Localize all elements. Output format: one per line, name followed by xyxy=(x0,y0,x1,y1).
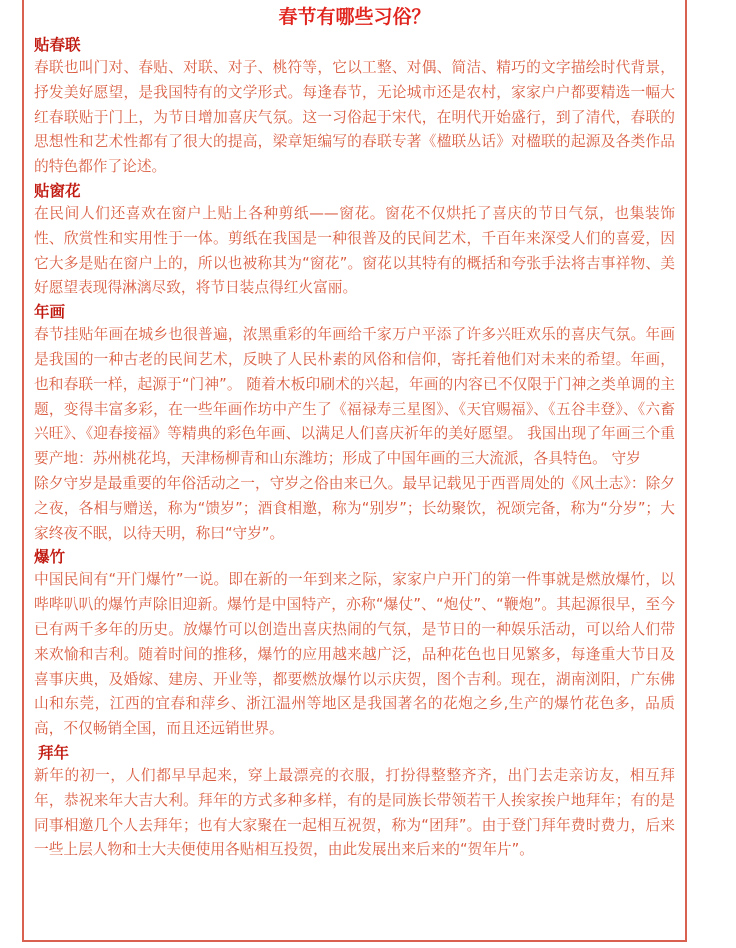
section-heading-chuanghua: 贴窗花 xyxy=(34,181,81,200)
section-heading-nianhua: 年画 xyxy=(34,303,66,322)
paragraph-shousui: 除夕守岁是最重要的年俗活动之一，守岁之俗由来已久。最早记载见于西晋周处的《风土志》：除夕之夜，各相与赠送，称为“馈岁”；酒食相邀，称为“别岁”；长幼聚饮，祝颂完备，称为“分岁”；大家终夜不眠，以待天明，称曰“守岁”。 xyxy=(34,474,675,542)
section-bainian xyxy=(34,742,675,863)
article-frame xyxy=(22,0,687,942)
paragraph-chuanghua: 在民间人们还喜欢在窗户上贴上各种剪纸——窗花。窗花不仅烘托了喜庆的节日气氛，也集装饰性、欣赏性和实用性于一体。剪纸在我国是一种很普及的民间艺术，千百年来深受人们的喜爱，因它大多是贴在窗户上的，所以也被称其为“窗花”。窗花以其特有的概括和夸张手法将吉事祥物、美好愿望表现得淋漓尽致，将节日装点得红火富丽。 xyxy=(34,204,675,297)
section-chunlian xyxy=(34,34,675,180)
paragraph-nianhua: 春节挂贴年画在城乡也很普遍，浓黑重彩的年画给千家万户平添了许多兴旺欢乐的喜庆气氛。年画是我国的一种古老的民间艺术，反映了人民朴素的风俗和信仰，寄托着他们对未来的希望。年画，也和春联一样，起源于“门神”。 随着木板印刷术的兴起，年画的内容已不仅限于门神之类单调的主题，变得丰富多彩，在一些年画作坊中产生了《福禄寿三星图》、《天官赐福》、《五谷丰登》、《六畜兴旺》、《迎春接福》等精典的彩色年画、以满足人们喜庆祈年的美好愿望。 我国出现了年画三个重要产地：苏州桃花坞，天津杨柳青和山东潍坊；形成了中国年画的三大流派，各具特色。 守岁 xyxy=(34,326,675,468)
paragraph-baozhu: 中国民间有“开门爆竹”一说。即在新的一年到来之际，家家户户开门的第一件事就是燃放爆竹，以哔哔叭叭的爆竹声除旧迎新。爆竹是中国特产，亦称“爆仗”、“炮仗”、“鞭炮”。其起源很早，至今已有两千多年的历史。放爆竹可以创造出喜庆热闹的气氛，是节日的一种娱乐活动，可以给人们带来欢愉和吉利。随着时间的推移，爆竹的应用越来越广泛，品种花色也日见繁多，每逢重大节日及喜事庆典，及婚嫁、建房、开业等，都要燃放爆竹以示庆贺，图个吉利。现在，湖南浏阳，广东佛山和东莞，江西的宜春和萍乡、浙江温州等地区是我国著名的花炮之乡,生产的爆竹花色多，品质高，不仅畅销全国，而且还远销世界。 xyxy=(34,571,675,738)
section-baozhu xyxy=(34,546,675,742)
section-heading-chunlian: 贴春联 xyxy=(34,36,81,54)
section-chuanghua xyxy=(34,180,675,301)
paragraph-bainian: 新年的初一，人们都早早起来，穿上最漂亮的衣服，打扮得整整齐齐，出门去走亲访友，相互拜年，恭祝来年大吉大利。拜年的方式多种多样，有的是同族长带领若干人挨家挨户地拜年；有的是同事相邀几个人去拜年；也有大家聚在一起相互祝贺，称为“团拜”。由于登门拜年费时费力，后来一些上层人物和士大夫便使用各贴相互投贺，由此发展出来后来的“贺年片”。 xyxy=(34,766,675,859)
section-nianhua xyxy=(34,301,675,546)
page-title: 春节有哪些习俗？ xyxy=(278,6,431,28)
paragraph-chunlian: 春联也叫门对、春贴、对联、对子、桃符等，它以工整、对偶、简洁、精巧的文字描绘时代背景，抒发美好愿望，是我国特有的文学形式。每逢春节，无论城市还是农村，家家户户都要精选一幅大红春联贴于门上，为节日增加喜庆气氛。这一习俗起于宋代，在明代开始盛行，到了清代，春联的思想性和艺术性都有了很大的提高，梁章矩编写的春联专著《楹联丛话》对楹联的起源及各类作品的特色都作了论述。 xyxy=(34,59,675,176)
section-heading-bainian: 拜年 xyxy=(38,743,70,762)
section-heading-baozhu: 爆竹 xyxy=(34,548,66,567)
